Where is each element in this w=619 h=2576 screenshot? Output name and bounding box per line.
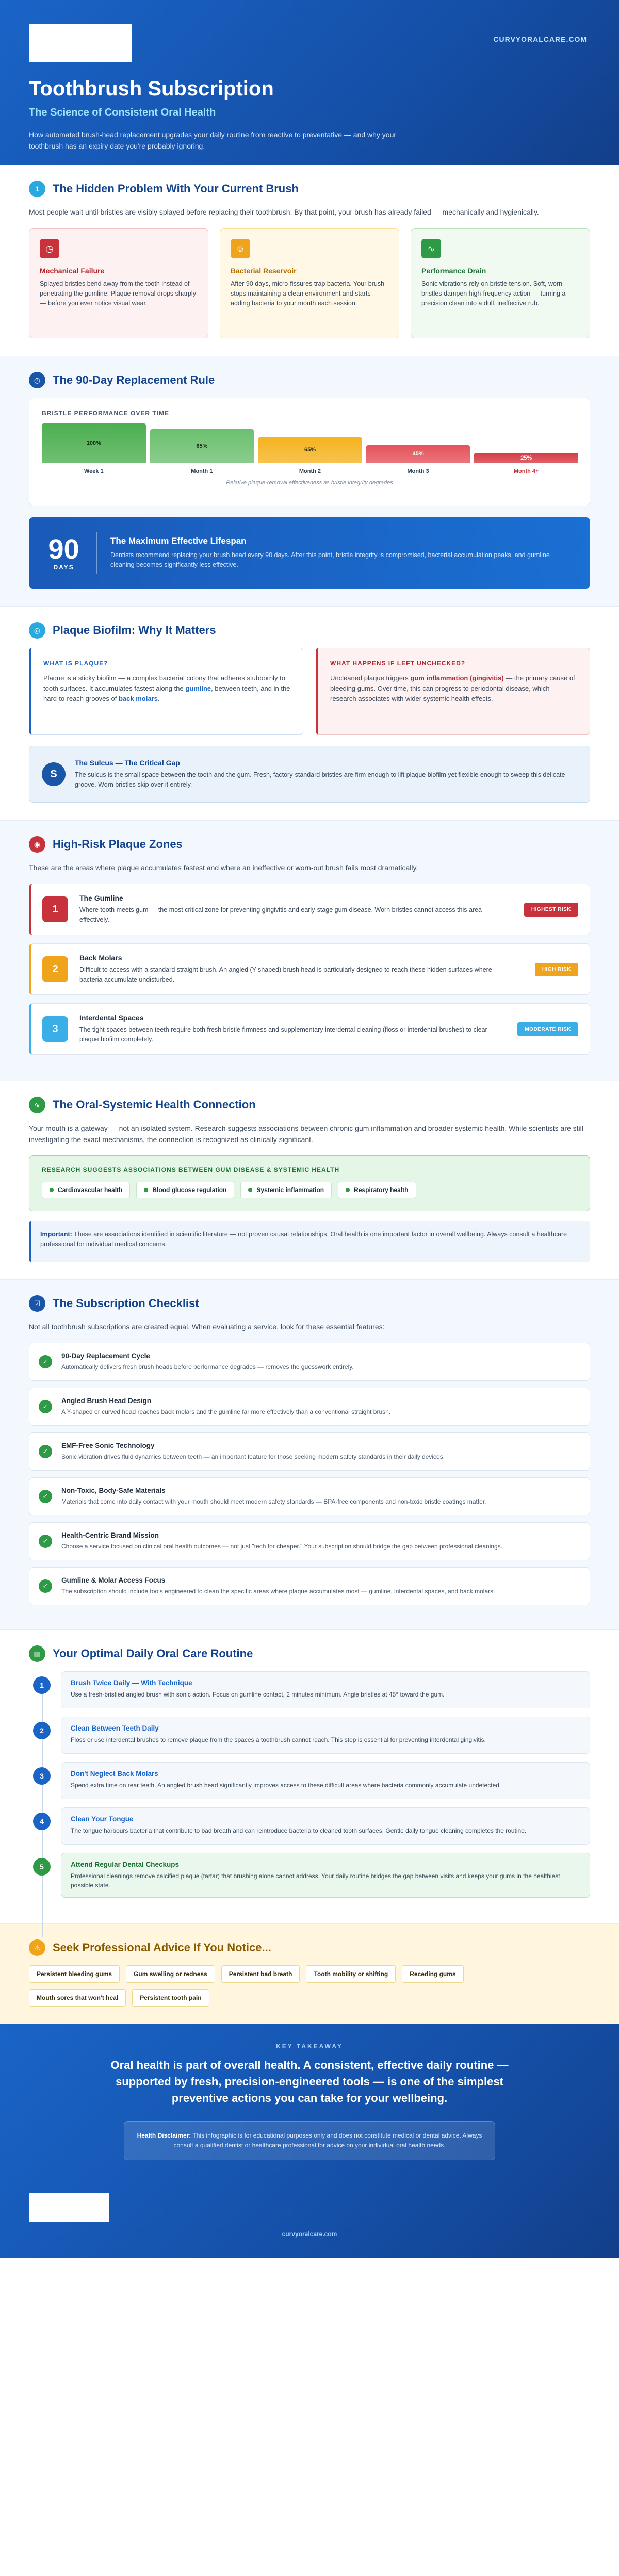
step-number: 1	[33, 1676, 51, 1694]
check-icon: ✓	[39, 1445, 52, 1458]
check-icon: ✓	[39, 1400, 52, 1413]
step-text: Professional cleanings remove calcified plaque (tartar) that brushing alone cannot address. Your daily routine bridges the gap between visits and keeps your gums in the healthiest possible state.	[71, 1872, 560, 1889]
step-number: 5	[33, 1858, 51, 1876]
health-disclaimer: Health Disclaimer: This infographic is for educational purposes only and does not constitute medical or dental advice. Always consult a qualified dentist or healthcare professional for advice on your individual oral health needs.	[124, 2121, 495, 2160]
item-title: Non-Toxic, Body-Safe Materials	[61, 1487, 166, 1494]
bullet-icon	[50, 1188, 54, 1192]
step-text: Floss or use interdental brushes to remove plaque from the spaces a toothbrush cannot reach. This step is essential for preventing interdental gingivitis.	[71, 1736, 486, 1743]
checklist-item	[29, 1567, 590, 1605]
pulse-icon: ∿	[29, 1097, 45, 1113]
symptom-pill: Gum swelling or redness	[126, 1965, 215, 1983]
bar-month-1	[150, 429, 254, 463]
section-hidden-problem	[0, 165, 619, 356]
divider	[96, 532, 97, 574]
zone-text: Difficult to access with a standard straight brush. An angled (Y-shaped) brush head is particularly designed to reach these hidden surfaces where bacteria accumulate undisturbed.	[79, 966, 492, 983]
section-replacement-rule	[0, 356, 619, 607]
chart-caption: Relative plaque-removal effectiveness as bristle integrity degrades	[226, 480, 393, 486]
footer	[0, 2024, 619, 2258]
zone-title: Back Molars	[79, 954, 122, 962]
hero-header	[0, 0, 619, 165]
band-title: The Maximum Effective Lifespan	[110, 536, 247, 546]
bar-week-1	[42, 423, 146, 463]
key-takeaway-label: KEY TAKEAWAY	[276, 2043, 343, 2050]
card-title: Performance Drain	[421, 267, 486, 275]
card-text: Uncleaned plaque triggers gum inflammation (gingivitis) — the primary cause of bleeding gums. Over time, this can progress to periodontal disease, which research associates with wider systemic health effects.	[330, 674, 575, 703]
step-text: Use a fresh-bristled angled brush with sonic action. Focus on gumline contact, 2 minutes minimum. Angle bristles at 45° toward the gum.	[71, 1691, 445, 1698]
bacteria-icon: ☺	[231, 239, 250, 258]
calendar-icon: ▦	[29, 1645, 45, 1662]
item-text: A Y-shaped or curved head reaches back molars and the gumline far more effectively than a conventional straight brush.	[61, 1408, 391, 1415]
sulcus-badge: S	[42, 762, 66, 786]
check-icon: ✓	[39, 1535, 52, 1548]
symptom-pill: Persistent bleeding gums	[29, 1965, 120, 1983]
risk-badge: HIGH RISK	[535, 963, 578, 976]
clock-icon: ◷	[40, 239, 59, 258]
section-oral-systemic	[0, 1081, 619, 1280]
section-title: Seek Professional Advice If You Notice...	[53, 1941, 271, 1954]
checklist-item	[29, 1388, 590, 1426]
item-text: Sonic vibration drives fluid dynamics between teeth — an important feature for those seeking modern safety standards in their daily devices.	[61, 1453, 445, 1460]
symptom-pill: Tooth mobility or shifting	[306, 1965, 396, 1983]
bar-month-4-	[474, 453, 578, 463]
page-subtitle: The Science of Consistent Oral Health	[29, 107, 216, 118]
routine-step	[33, 1717, 590, 1754]
clock-icon: ◷	[29, 372, 45, 388]
routine-step	[33, 1853, 590, 1898]
routine-step	[33, 1762, 590, 1799]
step-text: The tongue harbours bacteria that contribute to bad breath and can reintroduce bacteria to cleaned tooth surfaces. Gentle daily tongue cleaning completes the routine.	[71, 1827, 527, 1834]
days-unit: DAYS	[53, 564, 74, 571]
zone-number: 2	[42, 956, 68, 982]
associations-box	[29, 1155, 590, 1211]
bristle-performance-chart	[29, 398, 590, 506]
step-title: Brush Twice Daily — With Technique	[71, 1679, 192, 1687]
x-tick-label: Month 3	[407, 468, 429, 475]
zone-text: The tight spaces between teeth require both fresh bristle firmness and supplementary interdental cleaning (floss or interdental brushes) to clear plaque biofilm completely.	[79, 1026, 487, 1043]
check-icon: ✓	[39, 1355, 52, 1368]
section-daily-routine	[0, 1630, 619, 1924]
x-tick-label: Week 1	[84, 468, 104, 475]
section-title: The Hidden Problem With Your Current Brush	[53, 182, 299, 195]
section-title: The Subscription Checklist	[53, 1297, 199, 1310]
bullet-icon	[346, 1188, 350, 1192]
sulcus-callout	[29, 746, 590, 803]
days-band	[29, 517, 590, 589]
zone-back-molars	[29, 943, 590, 995]
item-text: Choose a service focused on clinical oral health outcomes — not just "tech for cheaper." Your subscription should bridge the gap between professional cleanings.	[61, 1543, 503, 1550]
routine-step	[33, 1671, 590, 1708]
item-title: EMF-Free Sonic Technology	[61, 1442, 155, 1449]
step-number: 3	[33, 1767, 51, 1785]
sulcus-text: The sulcus is the small space between the tooth and the gum. Fresh, factory-standard bristles are firm enough to lift plaque biofilm yet flexible enough to sweep this delicate groove. Worn bristles skip over it entirely.	[75, 771, 565, 788]
x-tick-label: Month 1	[191, 468, 213, 475]
bullet-icon	[144, 1188, 148, 1192]
section-title: The 90-Day Replacement Rule	[53, 373, 215, 386]
section-intro: Not all toothbrush subscriptions are created equal. When evaluating a service, look for these essential features:	[29, 1323, 385, 1331]
header-domain-link[interactable]: CURVYORALCARE.COM	[493, 35, 587, 43]
association-pill: Systemic inflammation	[240, 1182, 332, 1198]
symptom-pill: Receding gums	[402, 1965, 463, 1983]
check-icon: ✓	[39, 1579, 52, 1593]
key-takeaway-message: Oral health is part of overall health. A consistent, effective daily routine — supported by fresh, precision-engineered tools — is one of the simplest preventive actions you can take for your wellbeing.	[110, 2059, 509, 2105]
associations-heading: RESEARCH SUGGESTS ASSOCIATIONS BETWEEN GUM DISEASE & SYSTEMIC HEALTH	[42, 1166, 340, 1173]
section-plaque-biofilm	[0, 607, 619, 821]
section-intro: These are the areas where plaque accumulates fastest and where an ineffective or worn-out brush fails most dramatically.	[29, 863, 418, 872]
step-number: 2	[33, 1722, 51, 1739]
symptom-pill: Persistent tooth pain	[132, 1989, 209, 2007]
brand-logo	[29, 24, 132, 62]
item-title: Gumline & Molar Access Focus	[61, 1576, 166, 1584]
step-text: Spend extra time on rear teeth. An angled brush head significantly improves access to these difficult areas where bacteria commonly accumulate undetected.	[71, 1782, 501, 1789]
important-note: Important: These are associations identified in scientific literature — not proven causal relationships. Oral health is one important factor in overall wellbeing. Always consult a healthcare professional for individual medical concerns.	[29, 1221, 590, 1262]
card-heading: WHAT IS PLAQUE?	[43, 660, 108, 667]
days-number: 90	[48, 534, 79, 565]
card-title: Bacterial Reservoir	[231, 267, 297, 275]
step-number: 4	[33, 1813, 51, 1830]
zone-number: 1	[42, 896, 68, 922]
zone-text: Where tooth meets gum — the most critical zone for preventing gingivitis and early-stage gum disease. Worn bristles cannot access this area effectively.	[79, 906, 482, 923]
checklist-item	[29, 1522, 590, 1560]
card-text: Plaque is a sticky biofilm — a complex bacterial colony that adheres stubbornly to tooth surfaces. It accumulates fastest along the gumline, between teeth, and in the hard-to-reach grooves of back molars.	[43, 674, 290, 703]
section-professional-advice	[0, 1924, 619, 2024]
bar-value-label: 65%	[304, 447, 316, 453]
card-what-is-plaque	[29, 648, 303, 735]
risk-badge: HIGHEST RISK	[524, 903, 578, 917]
routine-step	[33, 1807, 590, 1845]
bar-value-label: 45%	[412, 450, 424, 457]
card-heading: WHAT HAPPENS IF LEFT UNCHECKED?	[330, 660, 466, 667]
section-title: The Oral-Systemic Health Connection	[53, 1098, 256, 1111]
bar-month-3	[366, 445, 470, 463]
section-title: Your Optimal Daily Oral Care Routine	[53, 1647, 253, 1660]
chart-bars	[42, 423, 577, 463]
symptom-pill: Mouth sores that won't heal	[29, 1989, 126, 2007]
checklist-item	[29, 1343, 590, 1381]
bar-value-label: 25%	[520, 454, 532, 461]
biofilm-icon: ◎	[29, 622, 45, 639]
sulcus-title: The Sulcus — The Critical Gap	[75, 759, 180, 767]
pulse-icon: ∿	[421, 239, 441, 258]
target-icon: ◉	[29, 836, 45, 853]
item-text: Materials that come into daily contact with your mouth should meet modern safety standards — BPA-free components and non-toxic bristle coatings matter.	[61, 1498, 486, 1505]
bar-value-label: 85%	[196, 443, 208, 449]
step-title: Don't Neglect Back Molars	[71, 1770, 158, 1778]
bar-value-label: 100%	[86, 440, 101, 446]
step-title: Clean Between Teeth Daily	[71, 1724, 159, 1732]
zone-number: 3	[42, 1016, 68, 1042]
zone-title: Interdental Spaces	[79, 1014, 144, 1022]
card-left-unchecked	[316, 648, 590, 735]
section-title: High-Risk Plaque Zones	[53, 838, 183, 851]
card-bacterial-reservoir	[220, 228, 399, 338]
association-pill: Blood glucose regulation	[136, 1182, 234, 1198]
card-text: Splayed bristles bend away from the tooth instead of penetrating the gumline. Plaque removal drops sharply — before you ever notice visual wear.	[40, 280, 196, 307]
association-pill: Respiratory health	[338, 1182, 416, 1198]
card-title: Mechanical Failure	[40, 267, 105, 275]
association-pill: Cardiovascular health	[42, 1182, 130, 1198]
warning-icon: ⚠	[29, 1939, 45, 1956]
card-performance-drain	[411, 228, 590, 338]
band-text: Dentists recommend replacing your brush head every 90 days. After this point, bristle integrity is compromised, bacterial accumulation peaks, and gumline cleaning becomes significantly less effective.	[110, 551, 550, 568]
section-intro: Your mouth is a gateway — not an isolated system. Research suggests associations between chronic gum inflammation and broader systemic health. While scientists are still investigating the exact mechanisms, the connection is recognized as clinically significant.	[29, 1124, 583, 1144]
item-text: The subscription should include tools engineered to clean the specific areas where plaque accumulates most — gumline, interdental spaces, and back molars.	[61, 1588, 495, 1595]
footer-logo	[29, 2193, 109, 2222]
check-icon: ✓	[39, 1490, 52, 1503]
item-title: 90-Day Replacement Cycle	[61, 1352, 150, 1360]
section-intro: Most people wait until bristles are visibly splayed before replacing their toothbrush. By that point, your brush has already failed — mechanically and hygienically.	[29, 208, 539, 216]
checklist-item	[29, 1432, 590, 1471]
x-tick-label: Month 4+	[513, 468, 539, 475]
symptom-pill: Persistent bad breath	[221, 1965, 300, 1983]
item-title: Health-Centric Brand Mission	[61, 1531, 159, 1539]
chart-x-axis	[42, 463, 577, 478]
page-description: How automated brush-head replacement upgrades your daily routine from reactive to preventative — and why your toothbrush has an expiry date you're probably ignoring.	[29, 131, 397, 150]
bar-month-2	[258, 437, 362, 463]
section-checklist	[0, 1280, 619, 1630]
checklist-icon: ☑	[29, 1295, 45, 1312]
page-title: Toothbrush Subscription	[29, 77, 274, 100]
card-mechanical-failure	[29, 228, 208, 338]
x-tick-label: Month 2	[299, 468, 321, 475]
checklist-item	[29, 1477, 590, 1515]
zone-gumline	[29, 884, 590, 935]
zone-title: The Gumline	[79, 894, 123, 902]
card-text: After 90 days, micro-fissures trap bacteria. Your brush stops maintaining a clean environment and starts adding bacteria to your mouth each session.	[231, 280, 385, 307]
item-text: Automatically delivers fresh brush heads before performance degrades — removes the guesswork entirely.	[61, 1363, 354, 1371]
zone-interdental	[29, 1003, 590, 1055]
section-title: Plaque Biofilm: Why It Matters	[53, 624, 216, 637]
risk-badge: MODERATE RISK	[517, 1022, 578, 1036]
chart-title: BRISTLE PERFORMANCE OVER TIME	[42, 410, 170, 417]
bullet-icon	[248, 1188, 252, 1192]
step-title: Attend Regular Dental Checkups	[71, 1861, 180, 1868]
item-title: Angled Brush Head Design	[61, 1397, 152, 1405]
footer-domain-link[interactable]: curvyoralcare.com	[282, 2230, 337, 2238]
section-risk-zones	[0, 821, 619, 1081]
step-title: Clean Your Tongue	[71, 1815, 134, 1823]
card-text: Sonic vibrations rely on bristle tension. Soft, worn bristles dampen high-frequency action — turning a precision clean into a dull, ineffective rub.	[421, 280, 566, 307]
section-number-icon: 1	[29, 181, 45, 197]
